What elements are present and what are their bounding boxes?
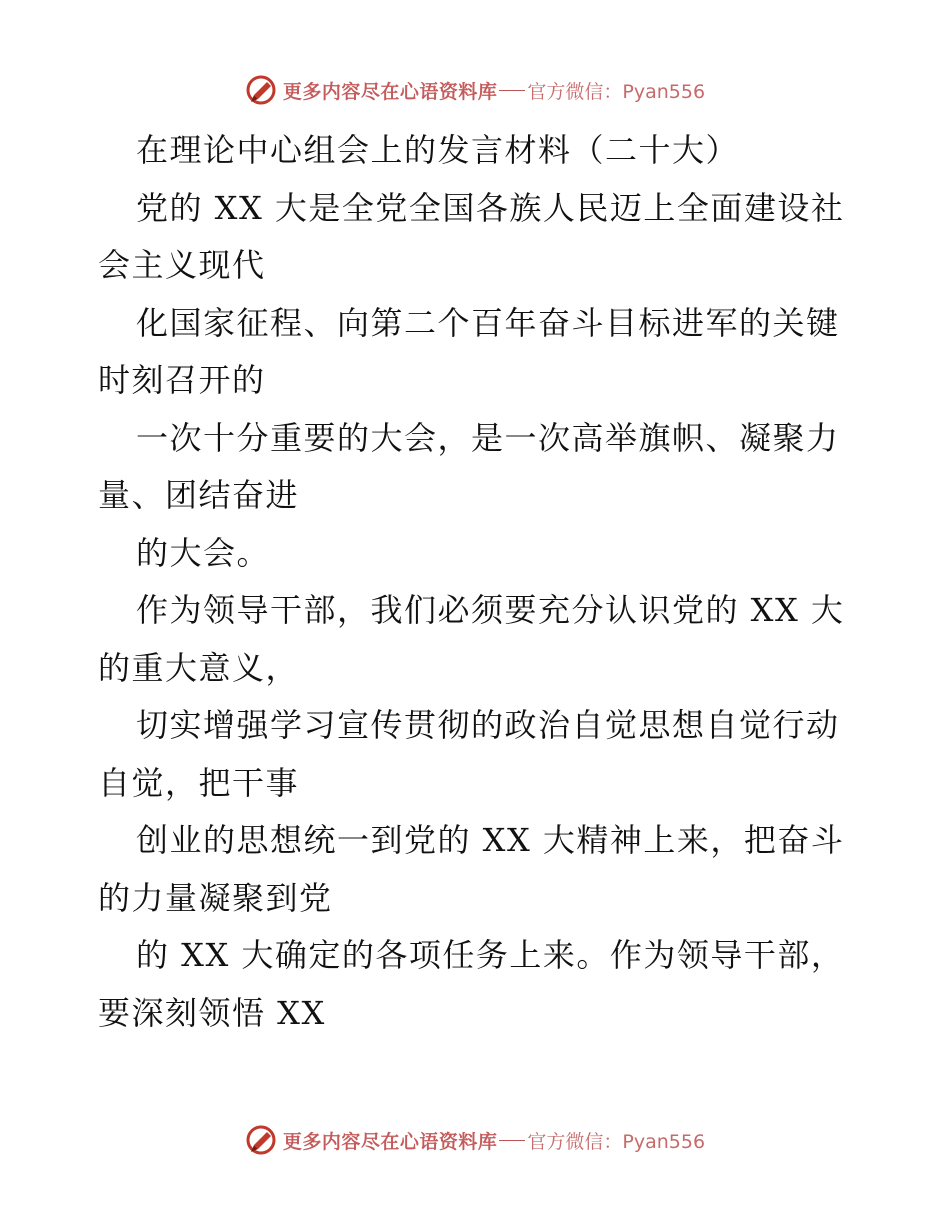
body-line: 的力量凝聚到党 [98,878,333,917]
body-line: 化国家征程、向第二个百年奋斗目标进军的关键 [136,303,840,342]
watermark-main-text: 更多内容尽在心语资料库 [282,80,498,103]
watermark-sub-text: 官方微信：Pyan556 [527,1130,706,1153]
pen-logo-icon [245,73,279,107]
header-watermark [0,70,950,110]
watermark-main-text: 更多内容尽在心语资料库 [282,1130,498,1153]
document-title: 在理论中心组会上的发言材料（二十大） [136,131,740,169]
body-line: 时刻召开的 [98,361,266,399]
watermark-dash [499,90,525,91]
body-line: 党的 XX 大是全党全国各族人民迈上全面建设社 [136,188,845,227]
body-line: 创业的思想统一到党的 XX 大精神上来，把奋斗 [136,821,845,859]
body-line: 作为领导干部，我们必须要充分认识党的 XX 大 [136,591,845,629]
body-line: 切实增强学习宣传贯彻的政治自觉思想自觉行动 [136,706,840,744]
watermark-sub-text: 官方微信：Pyan556 [527,80,706,103]
body-line: 自觉，把干事 [98,763,300,802]
body-line: 的重大意义， [98,648,300,687]
body-line: 量、团结奋进 [98,476,300,514]
body-line: 的大会。 [136,533,271,572]
body-line: 会主义现代 [98,246,266,284]
pen-logo-icon [245,1123,279,1157]
body-line: 的 XX 大确定的各项任务上来。作为领导干部， [136,936,845,974]
body-line: 一次十分重要的大会，是一次高举旗帜、凝聚力 [136,418,840,457]
document-body [98,122,858,1042]
body-line: 要深刻领悟 XX [98,993,326,1032]
footer-watermark [0,1120,950,1160]
watermark-dash [499,1140,525,1141]
